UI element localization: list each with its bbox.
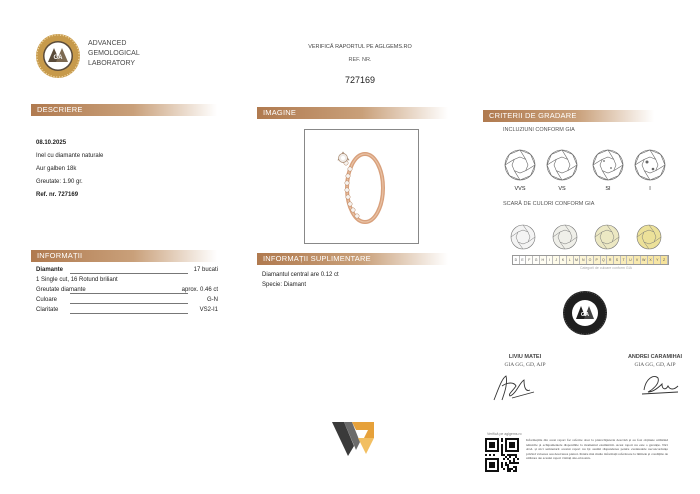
signer-1-name: LIVIU MATEI	[508, 354, 542, 360]
signer-2-signature	[638, 370, 682, 398]
qr-caption: Verifică pe aglgems.ro	[487, 432, 522, 436]
svg-text:GA: GA	[580, 312, 590, 318]
clarity-label-i: I	[649, 186, 651, 192]
info-row-leader	[70, 313, 188, 314]
color-scale-cell: H	[540, 256, 547, 264]
item-weight: Greutate: 1.90 gr.	[36, 179, 83, 185]
color-gem-3	[637, 225, 661, 249]
color-scale-cell: Y	[654, 256, 661, 264]
section-header-informatii: INFORMAȚII	[31, 250, 217, 262]
color-scale-cell: R	[607, 256, 614, 264]
color-scale-cell: W	[641, 256, 648, 264]
clarity-label-vs: VS	[558, 186, 566, 192]
color-scale-cell: Q	[601, 256, 608, 264]
ref-label: REF. NR.	[348, 57, 372, 63]
color-scale-title: SCARĂ DE CULORI CONFORM GIA	[503, 201, 595, 207]
info-row-value: aprox. 0.46 ct	[181, 287, 218, 293]
info-row-leader	[70, 303, 188, 304]
color-gems-icon	[506, 222, 666, 252]
color-gem-1	[553, 225, 577, 249]
clarity-label-vvs: VVS	[514, 186, 526, 192]
color-scale-cell: T	[621, 256, 628, 264]
report-date: 08.10.2025	[36, 140, 67, 146]
verify-report-text: VERIFICĂ RAPORTUL PE AGLGEMS.RO	[308, 44, 412, 50]
color-scale-caption: Categorii de culoare conform GIA	[580, 266, 632, 270]
color-gem-0	[511, 225, 535, 249]
lab-logo	[34, 32, 82, 80]
signer-1-signature	[490, 370, 540, 404]
brand-logo-icon	[330, 418, 376, 458]
metal-type: Aur galben 18k	[36, 166, 77, 172]
section-header-descriere: DESCRIERE	[31, 104, 217, 116]
ring-image	[305, 130, 418, 243]
color-scale-cell: V	[634, 256, 641, 264]
color-scale-cell: S	[614, 256, 621, 264]
signer-1-title: GIA GG, GD, AJP	[504, 362, 546, 368]
signer-2-title: GIA GG, GD, AJP	[634, 362, 676, 368]
central-diamond-info: Diamantul central are 0.12 ct	[262, 272, 339, 278]
color-scale-cell: K	[560, 256, 567, 264]
info-row-label: Diamante	[36, 267, 64, 273]
ring-photo	[304, 129, 419, 244]
info-row-leader	[70, 293, 188, 294]
signature-2-icon	[638, 370, 682, 398]
color-scale-cell: Z	[661, 256, 668, 264]
info-row-leader	[70, 273, 188, 274]
color-scale-cell: G	[533, 256, 540, 264]
color-scale-cell: E	[520, 256, 527, 264]
brand-logo	[330, 418, 376, 458]
lab-seal	[562, 290, 608, 336]
info-row-label: Greutate diamante	[36, 287, 86, 293]
clarity-label-si: SI	[605, 186, 611, 192]
color-scale-cell: P	[594, 256, 601, 264]
info-row-value: VS2-I1	[199, 307, 218, 313]
info-row-label: Culoare	[36, 297, 58, 303]
svg-text:GA: GA	[53, 55, 63, 61]
qr-code[interactable]	[485, 438, 519, 472]
clarity-scale-title: INCLUZIUNI CONFORM GIA	[503, 127, 575, 133]
color-scale-cell: L	[567, 256, 574, 264]
color-scale-cell: D	[513, 256, 520, 264]
section-header-suplimentare: INFORMAȚII SUPLIMENTARE	[257, 253, 448, 265]
color-scale-cell: F	[526, 256, 533, 264]
color-scale-cell: M	[574, 256, 581, 264]
color-gems	[506, 222, 666, 252]
ref-number: 727169	[344, 75, 376, 85]
qr-code-icon	[485, 438, 519, 472]
color-scale-cell: U	[627, 256, 634, 264]
color-scale-cell: I	[547, 256, 554, 264]
lab-name-line-3: LABORATORY	[88, 60, 136, 67]
signature-1-icon	[490, 370, 540, 404]
color-scale-cell: O	[587, 256, 594, 264]
lab-name-line-2: GEMOLOGICAL	[88, 50, 140, 57]
seal-icon	[562, 290, 608, 336]
color-scale-bar	[512, 255, 669, 265]
info-row-value: G-N	[207, 297, 218, 303]
species-info: Specie: Diamant	[262, 282, 307, 288]
lab-name-line-1: ADVANCED	[88, 40, 127, 47]
info-row-label: Claritate	[36, 307, 59, 313]
section-header-criterii: CRITERII DE GRADARE	[483, 110, 654, 122]
color-scale-cell: N	[580, 256, 587, 264]
section-header-imagine: IMAGINE	[257, 107, 448, 119]
color-gem-2	[595, 225, 619, 249]
disclaimer-text: Informațiile din acest raport fac referire doar la piatra/bijuteria descrisă și au fost obținute utilizând tehnicile și echipamentele disponibile la momentul examinării. Acest raport nu este o garanție. Nici AGL și nici semnatarii acestui raport nu își asumă răspunderea pentru eventualele neconcordanțe privind valoarea sau descrierea pietrei. Pentru mai multe informații referitoare la limitele și condițiile de utilizare ale acestui raport vizitați site-ul nostru.	[526, 438, 668, 461]
reference-number: Ref. nr. 727169	[36, 192, 79, 198]
info-row-label: 1 Single cut, 16 Rotund briliant	[36, 277, 118, 283]
color-scale-cell: X	[648, 256, 655, 264]
color-scale-cell: J	[553, 256, 560, 264]
signer-2-name: ANDREI CARAMIHAI	[627, 354, 683, 360]
info-row-value: 17 bucati	[193, 267, 218, 273]
lab-logo-icon	[34, 32, 82, 80]
item-type: Inel cu diamante naturale	[36, 153, 104, 159]
